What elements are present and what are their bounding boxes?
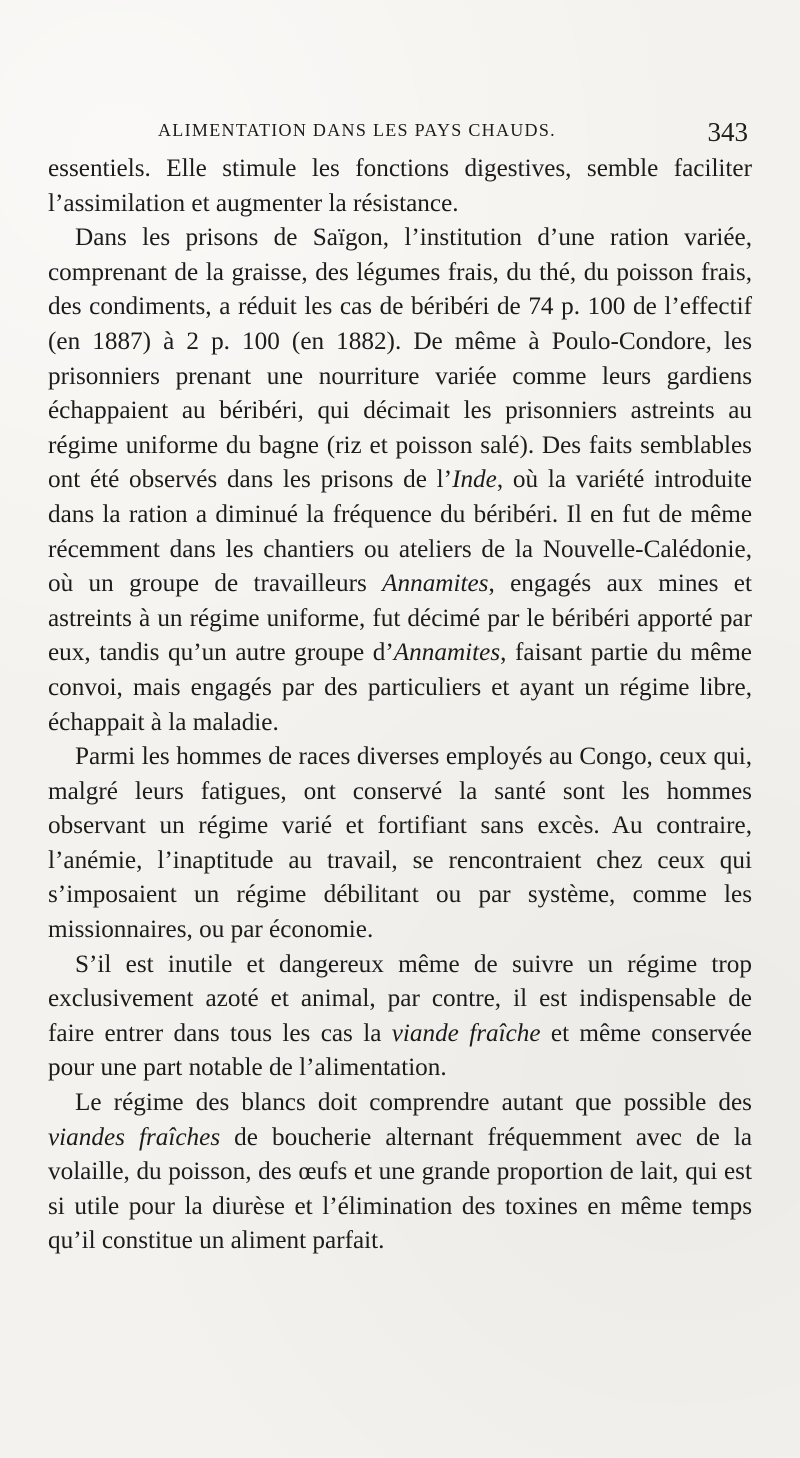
page-number: 343: [707, 116, 748, 147]
paragraph-2-segment-3: , où la variété introduite dans la ration a diminué la fréquence du béribéri. Il en fut de même récemment dans les chantiers ou ateliers de la Nouvelle-Calédonie, où un groupe de travailleurs: [48, 466, 752, 598]
paragraph-4-segment-1: S’il est inutile et dangereux même de suivre un régime trop exclusivement azoté et animal, par contre, il est indispensable de faire entrer dans tous les cas la: [48, 950, 752, 1047]
paragraph-2-italic-annamites-2: Annamites: [393, 639, 501, 667]
paragraph-2-italic-annamites-1: Annamites: [382, 570, 489, 598]
paragraph-2-segment-5: , engagés aux mines et astreints à un régime uniforme, fut décimé par le béribéri apporté par eux, tandis qu’un autre groupe d’: [48, 570, 752, 667]
paragraph-3-segment-1: Parmi les hommes de races diverses employés au Congo, ceux qui, malgré leurs fatigues, ont conservé la santé sont les hommes observant un régime varié et fortifiant sans excès. Au contraire, l’anémie, l’inaptitude au travail, se rencontraient chez ceux qui s’imposaient un régime débilitant ou par système, comme les missionnaires, ou par économie.: [48, 743, 752, 944]
paragraph-1: [48, 152, 752, 221]
paragraph-5-italic-viandes-fraiches: viandes fraîches: [48, 1123, 221, 1151]
paragraph-2-segment-7: , faisant partie du même convoi, mais engagés par des particuliers et ayant un régime libre, échappait à la maladie.: [48, 639, 752, 736]
paragraph-3: [48, 740, 752, 948]
paragraph-4-italic-viande-fraiche: viande fraîche: [391, 1019, 541, 1047]
paragraph-5-segment-1: Le régime des blancs doit comprendre autant que possible des: [75, 1089, 752, 1117]
paragraph-4-segment-3: et même conservée pour une part notable de l’alimentation.: [48, 1019, 752, 1082]
running-head: ALIMENTATION DANS LES PAYS CHAUDS.: [158, 119, 556, 140]
paragraph-2: [48, 221, 752, 740]
paragraph-2-italic-inde: Inde: [452, 466, 497, 494]
paragraph-4: [48, 948, 752, 1086]
paragraph-5: [48, 1086, 752, 1259]
paragraph-5-segment-3: de boucherie alternant fréquemment avec de la volaille, du poisson, des œufs et une grande proportion de lait, qui est si utile pour la diurèse et l’élimination des toxines en même temps qu’il constitue un aliment parfait.: [48, 1123, 752, 1255]
page-header: [158, 114, 748, 146]
paragraph-2-segment-1: Dans les prisons de Saïgon, l’institution d’une ration variée, comprenant de la graisse, des légumes frais, du thé, du poisson frais, des condiments, a réduit les cas de béribéri de 74 p. 100 de l’effectif (en 1887) à 2 p. 100 (en 1882). De même à Poulo-Condore, les prisonniers prenant une nourriture variée comme leurs gardiens échappaient au béribéri, qui décimait les prisonniers astreints au régime uniforme du bagne (riz et poisson salé). Des faits semblables ont été observés dans les prisons de l’: [48, 224, 752, 494]
body-text: [48, 152, 752, 1259]
paragraph-1-segment-1: essentiels. Elle stimule les fonctions digestives, semble faciliter l’assimilation et augmenter la résistance.: [48, 155, 752, 217]
